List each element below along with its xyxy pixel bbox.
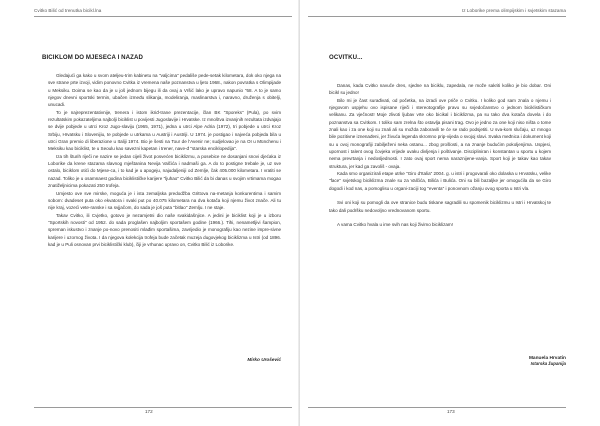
paragraph: Svi oni koji su pomogli da ove stranice budu tiskane sagradili su spomenik biciklizmu u Istri i Hrvatskoj te tako dali podršku nedovoljno vrednovanom sportu.: [329, 200, 551, 213]
author-signature: [529, 356, 566, 366]
paragraph: Bilo mi je čast surađivati, od početka, na izradi ove priče o Cvitku. I koliko god sam znala o njemu i njegovom uspjehu ovo ispisane riječi i stereotografije pravu su svjedočanstvo o jednom biciklističkom velikanu. Za vječnost! Moje zlivoti ljubav vrte oko bicikal i biciklizma, pa su tako dva kotača dovela i do poznanstva sa Cvitkom. I toliko sam zrelna što ostavlja pisani trag. Ovo je jedno za one koji niso ništa o tome znali kao i za one koji su znali ali su možda zaboravili te će se rado podsjetiti. U sva-kom slučaju, uz mnogo bile pozitivne iznenađeni, jer živuća legenda skromno prip-vijeda o svojoj slavi. Svaka međnica i dokument koji su u ovoj monografiji zabilježeni neka ostanu... zbog prošlosti, a na znanje budućim pokoljenjima. Uspjesi, upornost i talent ovog čovjeka vrijede uvaku divljenja i poštivanje. Discipliniran i konstantan u sportu u kojem nema prevrtanja i nedosljednosti. I zato ovaj sport nema naraznijene-vanja. Sport koji je takav kao takav struktura, jer kad ga zavoliš - ovaja.: [329, 97, 551, 169]
paragraph: Umjesto ove sve mirske, moguća je i ista zemaljska predodžba Grittova na-metanja konkurentima i samim sobom: dvadeset puta oko ekvatora i svaki put po 40.075 kilometara na dva kotača koji njemu život znače. Ali tu nije kraj, vozeći vete-ranske i sa svjjačom, do sada je još puta "bitlao" Zemlju. I ne staje.: [48, 190, 281, 211]
article-title: BICIKLOM DO MJESECA I NAZAD: [42, 54, 143, 61]
header-rule: [308, 16, 566, 17]
running-head: Iz Loborike prema olimpijskim i svjetskim stazama: [461, 8, 566, 13]
article-body: [48, 72, 281, 248]
running-head: Cvitko Bilić od trenutka bicikl.lna: [34, 8, 102, 13]
paragraph: Gledajući ga kako u svom ateljeu-trim kabinetu na "valjcima" pedališe pede-setak kilometara, dok oko njega na sve strane prte izvoji, vidim ponovno Cvitka iz vremena naše poznanstva u ljeto 1968., nakon povratka s Olimpijade u Meksiku. Doima se kao da je u još jednom bijegu ili da ovaj a Vršić lako je upravo napunio "68. A to je samo njegov dnevni sportski termin, ubačen između slikanja, modeliranja, maslinarstva i, naravno, druženja s obitelji, unucadi.: [48, 73, 281, 108]
paragraph: Danas, kada Cvitko navuče dres, sjedne na biciklu, zapedala, ne može sakriti koliko je bio dobar. Oni bicikl su jedno!: [329, 83, 551, 96]
right-page: [300, 0, 600, 426]
footer-rule: [34, 407, 292, 408]
article-body: [329, 82, 551, 228]
signature-name: Manuela Hrvatin: [528, 356, 566, 361]
paragraph: Takav Cvitko, ili Cvjetko, gotovo je nezamjetni dio naše svakidašnjice. A jedini je biciklist koji je u izboru "Sportskih novosti" od 1952. do sada proglašen najboljim sportašem godine (1966.). Tihi, nenametljivi šampion, spreman iskustvo i znanje po-novo prenositi mlađim sportašima, zavrijedio je monografiju kao nezine impre-sivne karijere i uzornog života. I da njegova kolekcija trofeja bude začetak muzeja dugovjekog biciklizma u Istri (od 1896. kad je u Puli osnovan prvi biciklistički klub), čiji je vrhunac upravo on, Cvitko Bilić iz Loborike.: [48, 212, 281, 247]
page-number: 172: [145, 409, 153, 414]
paragraph: Kada smo organizirali etape utrke "Giro d'Italia" 2004. g. u istri i progovarali oko dolaska u Hrvatsku, velike "face" svjetskog biciklizma znale su za Valčića, Bilića i Bulića. Oni su bili bazaljke jer omogućila da se Giro dogodi i kod nas, a pomoglisu u organi-zaciji tog "eventa" i ponovnom ožanju ovog sporta u Istri vla.: [329, 171, 551, 191]
paragraph: To je najreprezentativnije, trenera i istom ikriđ-trane prezentacije, član BK "Sporeks" (Pula), po svim rezultatskim pokazateljima najbolji biciklist u povijesti Jugoslavije i Hrvatske. Iz mnoštva izvanjnih rezultata izdvajajo se dvije pobjede u utrci Kroz Jugo-slaviju (1965, 1971), jedna u utrci Alpe Adria (1972), tri pobjede u utrci Kroz Srbiju, Hrvatsku i Slovenijiu, te pobjede u utrkama u Austriji i Austriji. U 1974. je postigao i najveća pobjeda bila u utrci Gran premio di liberazione u Italiji 1974. Bio je šesti na Tour de l'Avenir ne; sudjelovao je na OI u Münchenu i Meksiku kao biciklist, te u Seoulu kao savezni kapetan i trener, nave-đ "starska enciklopedija".: [48, 109, 281, 152]
article-title: OCVITKU...: [329, 54, 363, 61]
footer-rule: [308, 407, 566, 408]
author-signature: Mirko Urošević: [247, 357, 281, 362]
paragraph: Iza tih šturih riječi ne nazire se jedan cijeli život posvećen biciklizmu, a posebice ne dosanjani snovi djećaka iz Loborike da krene stazama slavnog mještanina Nevija Valčića i nadmaši ga. A do to postigne trebale je, uz sve ostalo, biciklom otići do Mjese-ca, i to kad je u apogeju, najudaljeniji od Zemlje, čak 405.000 kilometara. I vratiti se nazad. Toliko je u osamnaest godina biciklističke karijere "ljuhao" Cvitko Bilić da bi danas u svojim vrtimama mogao znatiželjnicima pokazati 250 trofeja.: [48, 153, 281, 189]
paragraph: A vama Cvitko hvala u ime svih nas koji živimo biciklizam!: [337, 221, 453, 227]
page-number: 173: [447, 409, 455, 414]
signature-role: Istarska županija: [530, 361, 566, 366]
header-rule: [34, 16, 292, 17]
